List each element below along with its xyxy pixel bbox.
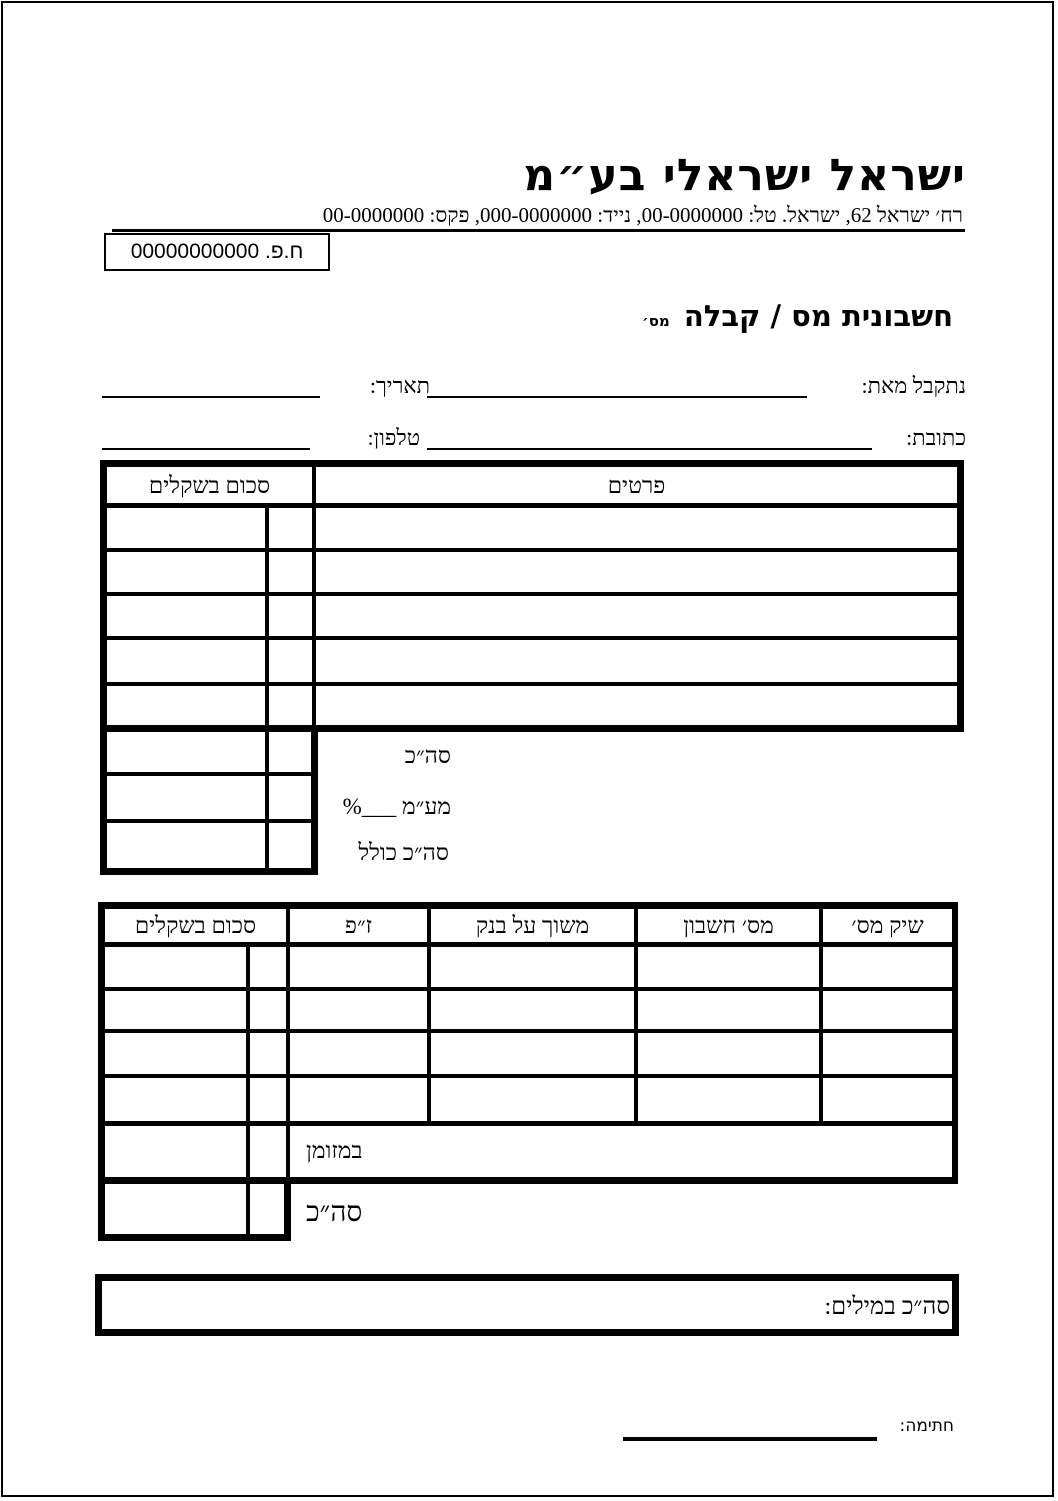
address-field[interactable]: [427, 448, 872, 450]
cash-row-bottom-border: [98, 1177, 958, 1184]
items-row-5-details[interactable]: [316, 686, 957, 725]
payment-row-2-due-date[interactable]: [290, 991, 427, 1029]
payment-header-account-no: מס׳ חשבון: [683, 913, 774, 938]
totals-bottom-border: [100, 868, 318, 875]
date-label: תאריך:: [369, 373, 430, 398]
address-label: כתובת:: [906, 425, 966, 450]
items-row-3-details[interactable]: [316, 596, 957, 636]
document-title: [642, 296, 953, 341]
tax-id-box: [104, 233, 330, 271]
total-in-words-box[interactable]: [95, 1274, 959, 1336]
payment-row-2-amount[interactable]: [105, 991, 246, 1029]
document-title-text: חשבונית מס / קבלה: [683, 299, 953, 333]
payment-row-3-agorot[interactable]: [250, 1033, 286, 1074]
contact-underline: [112, 229, 965, 232]
items-row-2-details[interactable]: [316, 552, 957, 592]
signature-label: חתימה:: [899, 1416, 954, 1436]
payment-total-amount[interactable]: [105, 1184, 246, 1234]
cash-amount[interactable]: [105, 1126, 246, 1177]
document-number-label: מס׳: [642, 312, 670, 330]
payment-row-1-amount[interactable]: [105, 947, 246, 987]
payment-header-check-no: שיק מס׳: [851, 913, 924, 938]
items-row-5-agorot[interactable]: [269, 686, 312, 725]
payment-row-3-account-no[interactable]: [638, 1033, 819, 1074]
payment-row-1-account-no[interactable]: [638, 947, 819, 987]
payment-total-agorot[interactable]: [250, 1184, 284, 1234]
items-row-2-agorot[interactable]: [269, 552, 312, 592]
payment-row-3-check-no[interactable]: [823, 1033, 952, 1074]
total-box-right-border: [284, 1180, 291, 1240]
payment-header-due-date: ז״פ: [344, 913, 373, 938]
items-table-left-border: [100, 460, 107, 875]
payment-row-4-amount[interactable]: [105, 1078, 246, 1121]
items-header-details: פרטים: [607, 473, 666, 498]
payment-header-bank: משוך על בנק: [475, 913, 590, 938]
payment-header-amount: סכום בשקלים: [134, 913, 257, 938]
subtotal-label: סה״כ: [404, 743, 451, 768]
total-in-words-label: סה״כ במילים:: [824, 1294, 950, 1320]
payment-row-1-due-date[interactable]: [290, 947, 427, 987]
phone-field[interactable]: [102, 448, 310, 450]
items-table-top-border: [100, 460, 964, 467]
payment-row-4-check-no[interactable]: [823, 1078, 952, 1121]
payment-row-2-agorot[interactable]: [250, 991, 286, 1029]
items-row-1-amount[interactable]: [107, 508, 265, 548]
payment-table-left-border: [98, 902, 105, 1240]
payment-row-4-bank[interactable]: [431, 1078, 634, 1121]
payment-row-3-due-date[interactable]: [290, 1033, 427, 1074]
payment-row-4-account-no[interactable]: [638, 1078, 819, 1121]
payment-row-1-agorot[interactable]: [250, 947, 286, 987]
payment-row-2-check-no[interactable]: [823, 991, 952, 1029]
items-header-amount: סכום בשקלים: [148, 473, 271, 498]
items-row-4-amount[interactable]: [107, 640, 265, 682]
items-row-4-agorot[interactable]: [269, 640, 312, 682]
date-field[interactable]: [102, 396, 320, 398]
payment-table-top-border: [98, 902, 958, 909]
items-bottom-border: [100, 725, 964, 732]
cash-agorot[interactable]: [250, 1126, 286, 1177]
subtotal-amount[interactable]: [107, 732, 265, 772]
payment-row-2-account-no[interactable]: [638, 991, 819, 1029]
payment-row-4-due-date[interactable]: [290, 1078, 427, 1121]
items-row-1-details[interactable]: [316, 508, 957, 548]
total-incl-label: סה״כ כולל: [358, 840, 449, 865]
payment-total-label: סה״כ: [306, 1197, 363, 1228]
items-row-4-details[interactable]: [316, 640, 957, 682]
total-incl-amount[interactable]: [107, 823, 265, 868]
contact-line: רח׳ ישראל 62, ישראל. טל: 00-0000000, נייד: 000-0000000, פקס: 00-0000000: [322, 203, 963, 227]
tax-id: ח.פ. 00000000000: [130, 240, 304, 263]
items-row-2-amount[interactable]: [107, 552, 265, 592]
totals-right-border: [311, 725, 318, 875]
payment-row-1-bank[interactable]: [431, 947, 634, 987]
items-row-1-agorot[interactable]: [269, 508, 312, 548]
payment-row-2-bank[interactable]: [431, 991, 634, 1029]
company-name: ישראל ישראלי בע״מ: [523, 150, 966, 201]
cash-label: במזומן: [306, 1138, 363, 1163]
payment-row-4-agorot[interactable]: [250, 1078, 286, 1121]
items-table-right-border: [957, 460, 964, 732]
payment-row-1-check-no[interactable]: [823, 947, 952, 987]
payment-row-3-amount[interactable]: [105, 1033, 246, 1074]
payment-row-3-bank[interactable]: [431, 1033, 634, 1074]
items-row-3-agorot[interactable]: [269, 596, 312, 636]
vat-label: מע״מ ___%: [342, 794, 451, 819]
signature-line[interactable]: [623, 1437, 877, 1441]
vat-amount[interactable]: [107, 776, 265, 819]
items-row-5-amount[interactable]: [107, 686, 265, 725]
received-from-field[interactable]: [427, 396, 807, 398]
items-row-3-amount[interactable]: [107, 596, 265, 636]
phone-label: טלפון:: [367, 425, 420, 450]
total-box-bottom-border: [98, 1234, 291, 1241]
received-from-label: נתקבל מאת:: [861, 373, 966, 398]
